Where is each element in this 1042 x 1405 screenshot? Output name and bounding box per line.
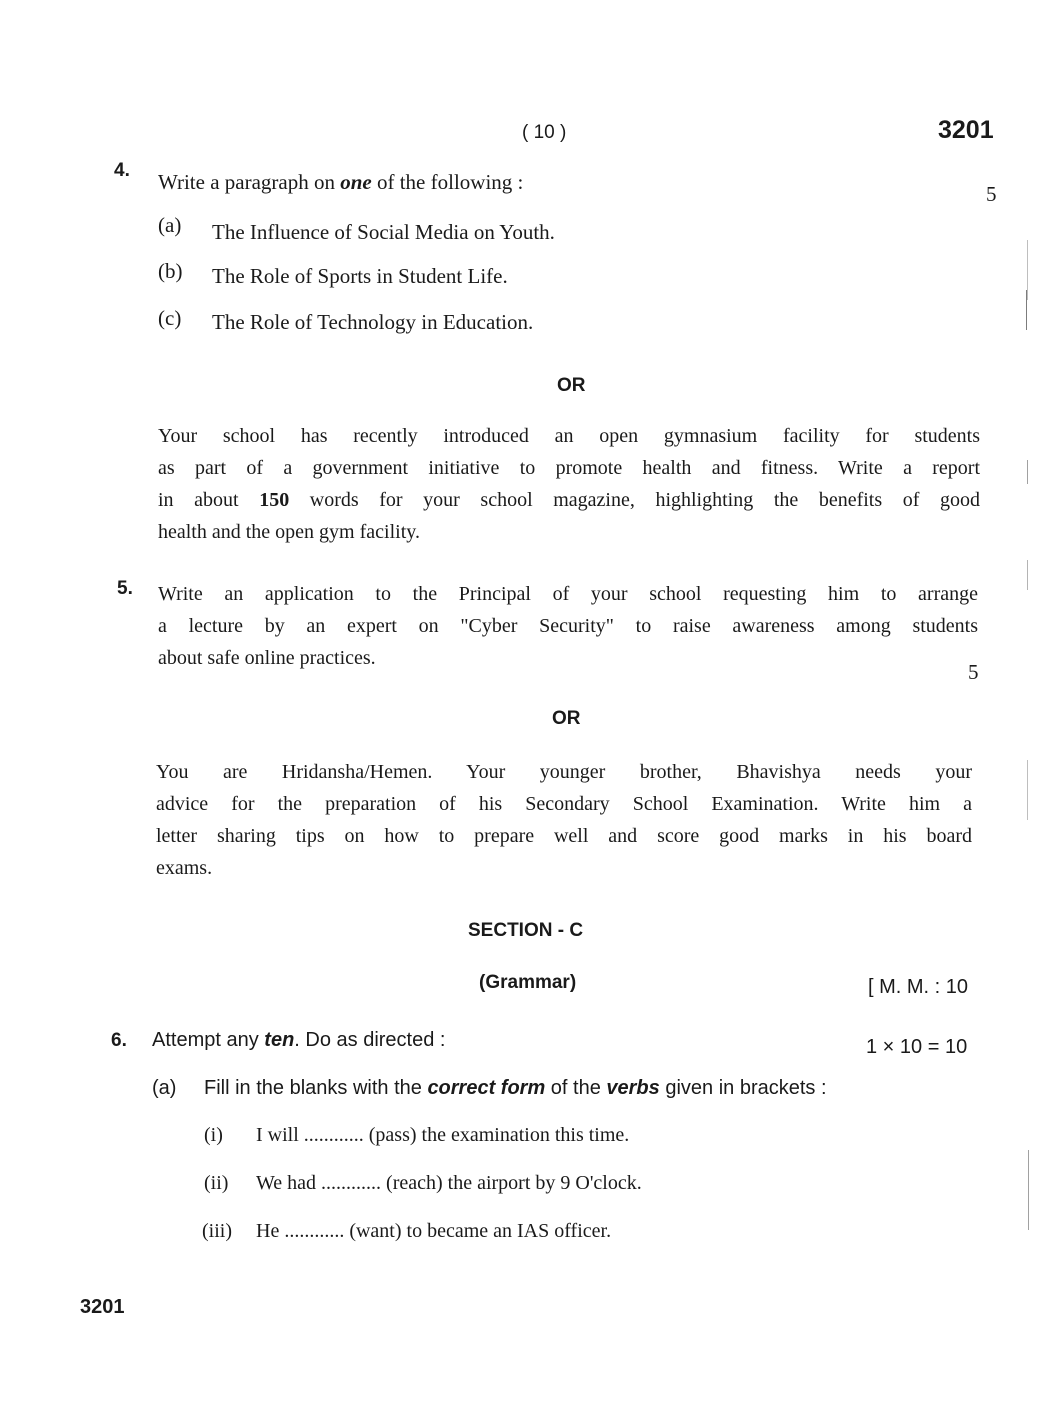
q5-marks: 5 — [968, 660, 979, 684]
q4-alt-line: as part of a government initiative to promote health and fitness. Write a report — [158, 457, 980, 479]
q6a-item-text: We had ............ (reach) the airport by 9 O'clock. — [256, 1172, 642, 1194]
q5-number: 5. — [117, 578, 133, 599]
paper-code-top: 3201 — [938, 116, 994, 144]
q5-question — [158, 578, 978, 674]
q5-alt-line: advice for the preparation of his Secondary School Examination. Write him a — [156, 793, 972, 815]
q5-line: Write an application to the Principal of your school requesting him to arrange — [158, 583, 978, 605]
q6a-instruction: Fill in the blanks with the correct form of the verbs given in brackets : — [204, 1077, 827, 1099]
q6-prompt: Attempt any ten. Do as directed : — [152, 1029, 446, 1051]
q4-option-label: (a) — [158, 213, 182, 237]
scan-edge-mark — [1026, 290, 1027, 330]
q6a-item-label: (iii) — [202, 1220, 232, 1242]
q4-alt-line: in about 150 words for your school magazine, highlighting the benefits of good — [158, 489, 980, 511]
q4-or-divider: OR — [557, 375, 586, 396]
section-c-title: SECTION - C — [468, 920, 584, 941]
q4-option-text: The Role of Sports in Student Life. — [212, 264, 508, 288]
page-number: ( 10 ) — [522, 122, 567, 143]
q6a-item-text: I will ............ (pass) the examination this time. — [256, 1124, 630, 1146]
q4-option-text: The Influence of Social Media on Youth. — [212, 220, 555, 244]
q4-number: 4. — [114, 160, 130, 181]
q5-alt-line: You are Hridansha/Hemen. Your younger brother, Bhavishya needs your — [156, 761, 972, 783]
q6-number: 6. — [111, 1030, 127, 1051]
scan-edge-mark — [1027, 760, 1028, 820]
q4-option-text: The Role of Technology in Education. — [212, 310, 534, 334]
paper-code-bottom: 3201 — [80, 1296, 125, 1318]
q5-alt-line: letter sharing tips on how to prepare well and score good marks in his board — [156, 825, 972, 847]
q4-option-label: (c) — [158, 306, 182, 330]
q5-alt-line: exams. — [156, 857, 213, 879]
section-c-max-marks: [ M. M. : 10 — [868, 976, 969, 998]
scan-edge-mark — [1028, 1150, 1029, 1230]
section-c-subtitle: (Grammar) — [479, 972, 577, 993]
q6a-item-text: He ............ (want) to became an IAS officer. — [256, 1220, 612, 1242]
q4-prompt: Write a paragraph on one of the following : — [158, 170, 524, 194]
q5-or-divider: OR — [552, 708, 581, 729]
q6-marks: 1 × 10 = 10 — [866, 1036, 968, 1058]
q5-line: about safe online practices. — [158, 647, 376, 669]
q4-alt-line: health and the open gym facility. — [158, 521, 420, 543]
q5-line: a lecture by an expert on "Cyber Security" to raise awareness among students — [158, 615, 978, 637]
q4-marks: 5 — [986, 182, 997, 206]
q6a-label: (a) — [152, 1077, 177, 1099]
q4-alt-line: Your school has recently introduced an open gymnasium facility for students — [158, 425, 980, 447]
scan-edge-mark — [1027, 460, 1028, 484]
q4-alternative-paragraph — [158, 420, 980, 548]
scan-edge-mark — [1027, 560, 1028, 590]
scan-edge-mark — [1027, 240, 1028, 300]
q6a-item-label: (ii) — [204, 1172, 229, 1194]
q6a-item-label: (i) — [204, 1124, 223, 1146]
q4-option-label: (b) — [158, 259, 183, 283]
q5-alternative-paragraph — [156, 756, 972, 884]
